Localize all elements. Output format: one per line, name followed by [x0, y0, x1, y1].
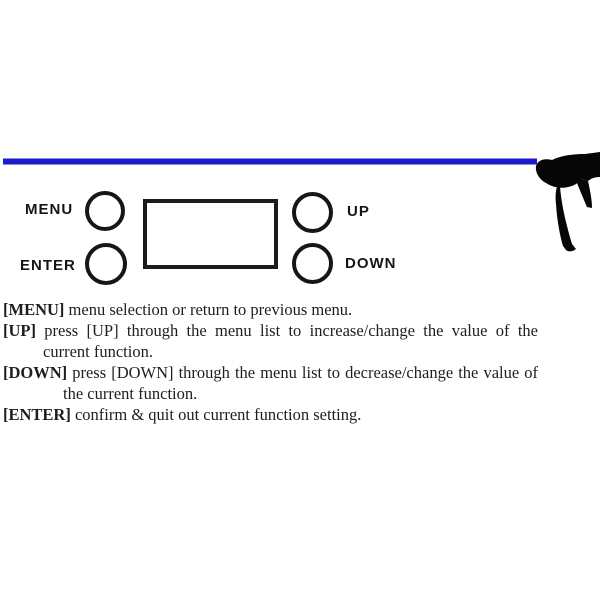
display-screen — [143, 199, 278, 269]
down-button-label: DOWN — [345, 255, 397, 272]
enter-instruction-line — [3, 404, 538, 425]
enter-text: confirm & quit out current function setting. — [70, 405, 362, 424]
down-button-circle — [292, 243, 333, 284]
menu-instruction-line — [3, 299, 538, 320]
button-instructions — [3, 299, 538, 425]
enter-button-circle — [85, 243, 127, 285]
up-button-circle — [292, 192, 333, 233]
menu-button-label: MENU — [25, 201, 74, 218]
down-text: press [DOWN] through the menu list to decrease/change the value of — [67, 363, 538, 382]
enter-button-label: ENTER — [20, 257, 76, 274]
down-instruction-line — [3, 362, 538, 383]
up-text: press [UP] through the menu list to increase/change the value of the — [35, 321, 538, 340]
up-key: [UP] — [3, 321, 36, 340]
up-instruction-continuation: current function. — [43, 342, 153, 361]
up-instruction-line — [3, 320, 538, 341]
enter-key: [ENTER] — [3, 405, 71, 424]
menu-text: menu selection or return to previous menu. — [64, 300, 353, 319]
down-key: [DOWN] — [3, 363, 68, 382]
menu-key: [MENU] — [3, 300, 65, 319]
menu-button-circle — [85, 191, 125, 231]
up-button-label: UP — [347, 203, 370, 220]
down-instruction-continuation: the current function. — [63, 384, 198, 403]
